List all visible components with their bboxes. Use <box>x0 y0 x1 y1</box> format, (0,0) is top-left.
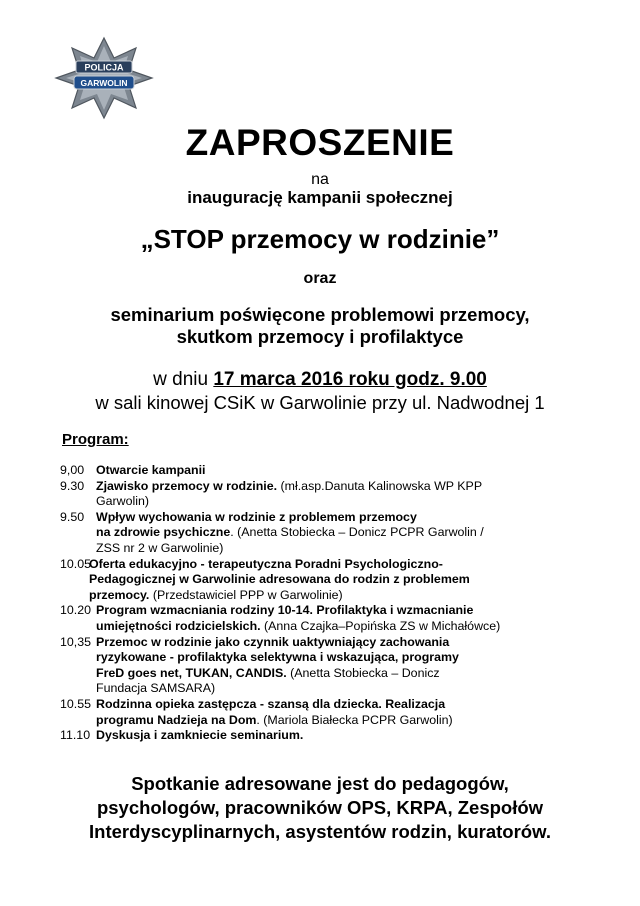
program-speaker-text: ZSS nr 2 w Garwolinie) <box>96 540 224 555</box>
program-description <box>96 603 620 634</box>
program-time: 9.50 <box>60 509 85 524</box>
audience-line-3: Interdyscyplinarnych, asystentów rodzin, kuratorów. <box>89 821 551 842</box>
program-description-line <box>96 635 620 651</box>
police-star-emblem <box>54 36 154 120</box>
event-date-line <box>0 369 640 391</box>
program-item <box>60 463 620 479</box>
program-description <box>89 557 620 604</box>
seminar-line-1: seminarium poświęcone problemowi przemocy, <box>110 304 530 325</box>
program-description-line <box>96 463 620 479</box>
program-time: 10,35 <box>60 634 92 649</box>
program-description-line <box>96 541 620 557</box>
program-topic-text: przemocy. <box>89 587 150 602</box>
program-speaker-text: (Anna Czajka–Popińska ZS w Michałówce) <box>260 618 501 633</box>
seminar-line-2: skutkom przemocy i profilaktyce <box>176 326 464 347</box>
program-time: 9.30 <box>60 478 85 493</box>
program-description <box>96 479 620 510</box>
program-item <box>60 635 620 697</box>
program-speaker-text: Garwolin) <box>96 494 150 509</box>
program-time: 10.05 <box>60 556 92 571</box>
program-speaker-text: (Anetta Stobiecka – Donicz <box>286 665 440 680</box>
program-topic-text: Pedagogicznej w Garwolinie adresowana do rodzin z problemem <box>89 572 470 587</box>
logo-bottom-text: GARWOLIN <box>80 78 128 88</box>
program-description <box>96 463 620 479</box>
program-time: 10.20 <box>60 603 92 618</box>
program-topic-text: umiejętności rodzicielskich. <box>96 618 261 633</box>
program-description <box>96 728 620 744</box>
program-speaker-text: . (Mariola Białecka PCPR Garwolin) <box>256 712 453 727</box>
program-description-line <box>96 603 620 619</box>
logo-top-text: POLICJA <box>84 62 124 73</box>
program-description-line <box>89 572 620 588</box>
program-topic-text: Otwarcie kampanii <box>96 463 206 477</box>
program-item <box>60 510 620 557</box>
program-topic-text: programu Nadzieja na Dom <box>96 712 257 727</box>
program-item <box>60 728 620 744</box>
program-speaker-text: (mł.asp.Danuta Kalinowska WP KPP <box>277 478 483 493</box>
program-topic-text: Wpływ wychowania w rodzinie z problemem przemocy <box>96 509 417 524</box>
date-prefix: w dniu <box>153 369 214 390</box>
program-topic-text: ryzykowane - profilaktyka selektywna i wskazująca, programy <box>96 650 459 665</box>
program-topic-text: na zdrowie psychiczne <box>96 525 231 540</box>
audience-line-2: psychologów, pracowników OPS, KRPA, Zespołów <box>96 797 544 818</box>
program-topic-text: FreD goes net, TUKAN, CANDIS. <box>96 665 287 680</box>
program-heading: Program: <box>62 431 129 448</box>
program-description-line <box>96 666 620 682</box>
program-description <box>96 635 620 697</box>
campaign-headline: „STOP przemocy w rodzinie” <box>140 224 500 254</box>
program-topic-text: Rodzinna opieka zastępcza - szansą dla dziecka. Realizacja <box>96 696 446 711</box>
audience-line-1: Spotkanie adresowane jest do pedagogów, <box>131 773 509 794</box>
program-description-line <box>96 510 620 526</box>
program-item <box>60 697 620 728</box>
event-date-value: 17 marca 2016 roku godz. 9.00 <box>213 369 487 390</box>
program-description-line <box>96 479 620 495</box>
page-title: ZAPROSZENIE <box>185 122 455 163</box>
program-description <box>96 697 620 728</box>
program-description <box>96 510 620 557</box>
program-description-line <box>96 728 620 744</box>
program-time: 9,00 <box>60 463 85 477</box>
program-item <box>60 479 620 510</box>
program-description-line <box>96 619 620 635</box>
program-description-line <box>96 494 620 510</box>
program-speaker-text: . (Anetta Stobiecka – Donicz PCPR Garwolin / <box>230 525 484 540</box>
program-description-line <box>89 588 620 604</box>
na-text: na <box>311 171 329 188</box>
audience-note <box>0 772 640 844</box>
program-topic-text: Dyskusja i zamkniecie seminarium. <box>96 728 304 743</box>
oraz-text: oraz <box>303 270 337 287</box>
program-topic-text: Oferta edukacyjno - terapeutyczna Poradni Psychologiczno- <box>89 556 443 571</box>
program-topic-text: Zjawisko przemocy w rodzinie. <box>96 478 278 493</box>
program-description-line <box>89 557 620 573</box>
event-place: w sali kinowej CSiK w Garwolinie przy ul. Nadwodnej 1 <box>95 392 545 413</box>
police-star-logo <box>54 36 154 120</box>
campaign-subtitle: inaugurację kampanii społecznej <box>187 188 453 207</box>
program-description-line <box>96 650 620 666</box>
program-speaker-text: Fundacja SAMSARA) <box>96 681 216 696</box>
program-list <box>60 463 620 744</box>
program-item <box>60 603 620 634</box>
program-speaker-text: (Przedstawiciel PPP w Garwolinie) <box>149 587 343 602</box>
program-description-line <box>96 697 620 713</box>
program-time: 10.55 <box>60 696 92 711</box>
program-topic-text: Przemoc w rodzinie jako czynnik uaktywniający zachowania <box>96 634 450 649</box>
program-item <box>60 557 620 604</box>
program-time: 11.10 <box>60 728 91 743</box>
program-topic-text: Program wzmacniania rodziny 10-14. Profilaktyka i wzmacnianie <box>96 603 474 618</box>
program-description-line <box>96 525 620 541</box>
program-description-line <box>96 713 620 729</box>
program-description-line <box>96 681 620 697</box>
